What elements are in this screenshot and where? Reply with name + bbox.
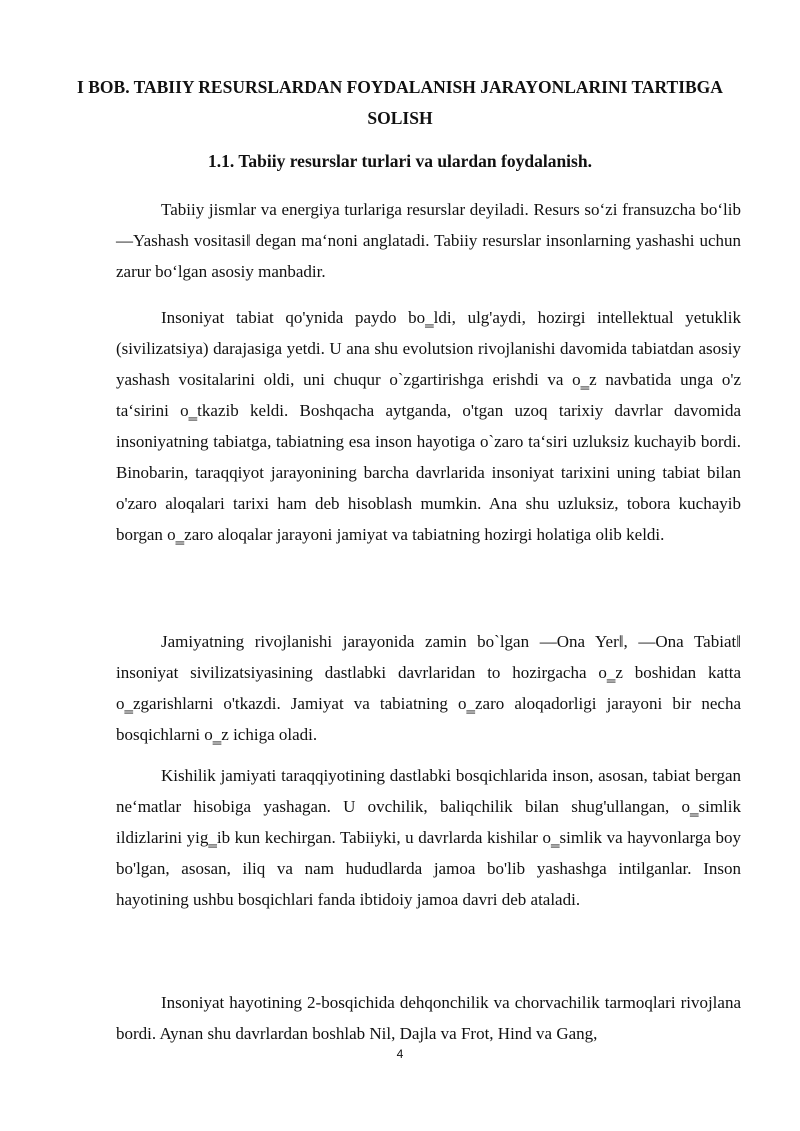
page-number: 4	[396, 1047, 404, 1061]
section-title: 1.1. Tabiiy resurslar turlari va ulardan foydalanish.	[208, 151, 592, 171]
paragraph-early-stages: Kishilik jamiyati taraqqiyotining dastlabki bosqichlarida inson, asosan, tabiat bergan ne‘matlar hisobiga yashagan. U ovchilik, baliqchilik bilan shug'ullangan, o‗simlik ildizlarini yig‗ib kun kechirgan. Tabiiyki, u davrlarda kishilar o‗simlik va hayvonlarga boy bo'lgan, asosan, iliq va nam hududlarda jamoa bo'lib yashashga intilganlar. Inson hayotining ushbu bosqichlari fanda ibtidoiy jamoa davri deb ataladi.	[116, 766, 741, 909]
paragraph-second-stage: Insoniyat hayotining 2-bosqichida dehqonchilik va chorvachilik tarmoqlari rivojlana bordi. Aynan shu davrlardan boshlab Nil, Dajla va Frot, Hind va Gang,	[116, 993, 741, 1043]
paragraph-resources-definition: Tabiiy jismlar va energiya turlariga resurslar deyiladi. Resurs so‘zi fransuzcha bo‘lib ―Yashash vositasi‖ degan ma‘noni anglatadi. Tabiiy resurslar insonlarning yashashi uchun zarur bo‘lgan asosiy manbadir.	[116, 200, 741, 281]
chapter-title: I BOB. TABIIY RESURSLARDAN FOYDALANISH JARAYONLARINI TARTIBGA SOLISH	[77, 77, 723, 128]
paragraph-humanity-and-nature: Insoniyat tabiat qo'ynida paydo bo‗ldi, ulg'aydi, hozirgi intellektual yetuklik (sivilizatsiya) darajasiga yetdi. U ana shu evolutsion rivojlanishi davomida tabiatdan asosiy yashash vositalarini oldi, uni chuqur o`zgartirishga erishdi va o‗z navbatida unga o'z ta‘sirini o‗tkazib keldi. Boshqacha aytganda, o'tgan uzoq tarixiy davrlar davomida insoniyatning tabiatga, tabiatning esa inson hayotiga o`zaro ta‘siri uzluksiz kuchayib bordi. Binobarin, taraqqiyot jarayonining barcha davrlarida insoniyat tarixini uning tabiat bilan o'zaro aloqalari tarixi ham deb hisoblash mumkin. Ana shu uzluksiz, tobora kuchayib borgan o‗zaro aloqalar jarayoni jamiyat va tabiatning hozirgi holatiga olib keldi.	[116, 308, 741, 544]
paragraph-mother-earth: Jamiyatning rivojlanishi jarayonida zamin bo`lgan ―Ona Yer‖, ―Ona Tabiat‖ insoniyat sivilizatsiyasining dastlabki davrlaridan to hozirgacha o‗z boshidan katta o‗zgarishlarni o'tkazdi. Jamiyat va tabiatning o‗zaro aloqadorligi jarayoni bir necha bosqichlarni o‗z ichiga oladi.	[116, 632, 741, 744]
